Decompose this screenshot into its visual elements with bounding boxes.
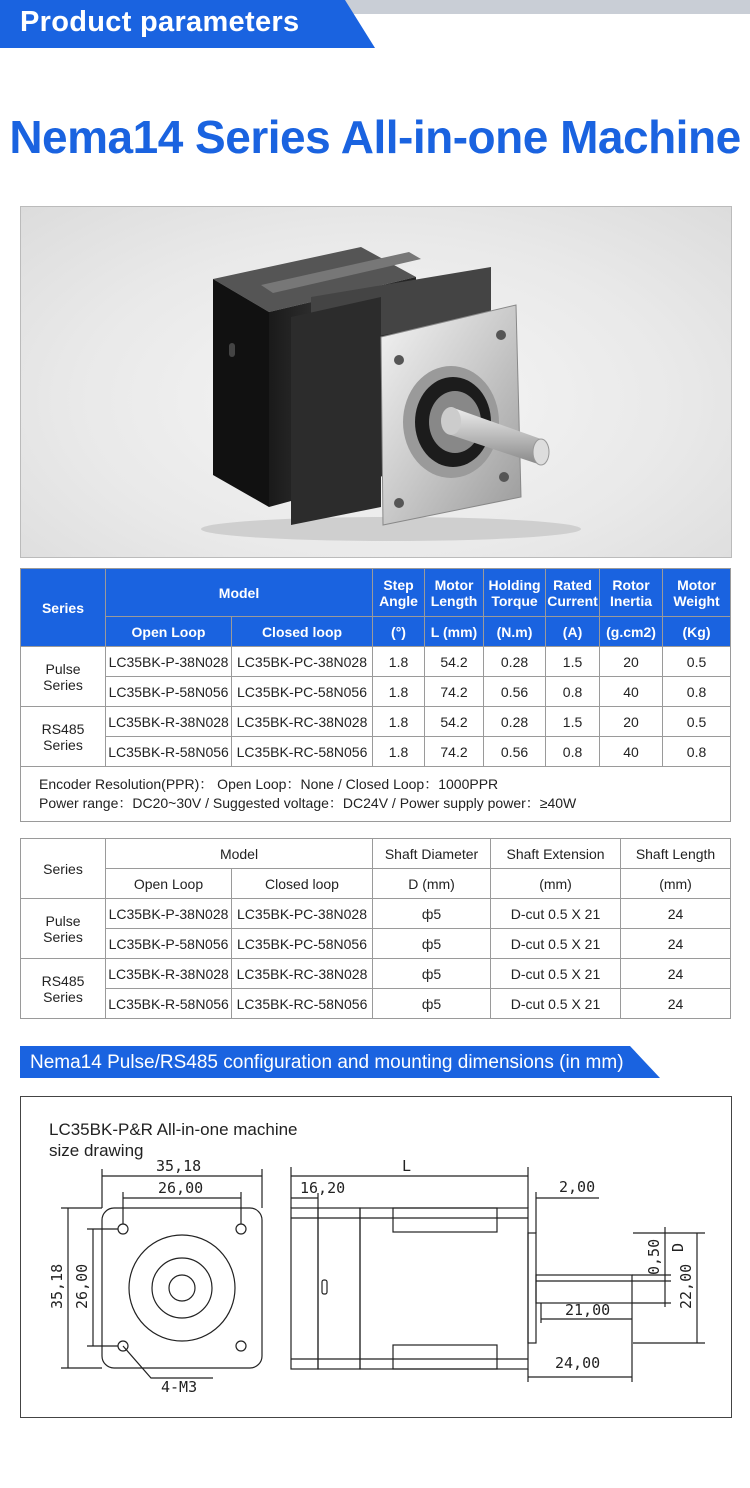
cell-rated-current: 1.5 <box>546 707 600 737</box>
cell-closed-loop: LC35BK-RC-38N028 <box>232 707 373 737</box>
front-view-outline <box>102 1208 262 1368</box>
stepper-motor-illustration <box>21 207 731 557</box>
cell-closed-loop: LC35BK-RC-58N056 <box>232 737 373 767</box>
front-view-bearing <box>152 1258 212 1318</box>
side-view-shaft <box>536 1275 632 1303</box>
dim-outer-width: 35,18 <box>156 1157 202 1175</box>
header-rotor-inertia: Rotor Inertia <box>600 569 663 617</box>
dim-diameter-label: D <box>669 1242 687 1252</box>
drawing-title: LC35BK-P&R All-in-one machine size drawing <box>49 1120 298 1160</box>
cell-motor-weight: 0.8 <box>663 737 731 767</box>
cell-step-angle: 1.8 <box>373 737 425 767</box>
header-model: Model <box>106 569 373 617</box>
table-row <box>21 989 731 1019</box>
cell-shaft-length: 24 <box>621 899 731 929</box>
cell-shaft-length: 24 <box>621 959 731 989</box>
mount-hole-icon <box>236 1224 246 1234</box>
shaft-header-series: Series <box>21 839 106 899</box>
table-row <box>21 677 731 707</box>
unit-motor-length: L (mm) <box>425 617 484 647</box>
unit-holding-torque: (N.m) <box>484 617 546 647</box>
banner-title: Product parameters <box>20 6 300 38</box>
cell-holding-torque: 0.56 <box>484 677 546 707</box>
series-rs485: RS485 Series <box>21 707 106 767</box>
mount-hole-icon <box>118 1224 128 1234</box>
cell-step-angle: 1.8 <box>373 707 425 737</box>
header-shaft-length: Shaft Length <box>621 839 731 869</box>
cell-motor-length: 54.2 <box>425 707 484 737</box>
cell-rotor-inertia: 20 <box>600 647 663 677</box>
table-row <box>21 647 731 677</box>
header-series: Series <box>21 569 106 647</box>
table-row <box>21 929 731 959</box>
front-view-shaft <box>169 1275 195 1301</box>
series-pulse: Pulse Series <box>21 647 106 707</box>
cell-shaft-extension: D-cut 0.5 X 21 <box>491 989 621 1019</box>
cell-motor-weight: 0.5 <box>663 647 731 677</box>
technical-drawing-svg <box>21 1097 731 1417</box>
cell-closed-loop: LC35BK-PC-58N056 <box>232 677 373 707</box>
cell-open-loop: LC35BK-P-58N056 <box>106 677 232 707</box>
cell-shaft-diameter: ф5 <box>373 899 491 929</box>
cell-holding-torque: 0.28 <box>484 707 546 737</box>
cell-rated-current: 1.5 <box>546 647 600 677</box>
dim-flange: 16,20 <box>300 1179 346 1197</box>
shaft-table <box>20 838 731 1019</box>
dim-holes: 4-M3 <box>161 1378 198 1396</box>
cell-open-loop: LC35BK-P-38N028 <box>106 647 232 677</box>
unit-shaft-extension: (mm) <box>491 869 621 899</box>
table-notes <box>21 767 731 822</box>
cell-shaft-length: 24 <box>621 989 731 1019</box>
dim-outer-height: 35,18 <box>48 1263 66 1309</box>
mount-hole-icon <box>236 1341 246 1351</box>
cell-motor-weight: 0.8 <box>663 677 731 707</box>
cell-open-loop: LC35BK-R-58N056 <box>106 989 232 1019</box>
cell-closed-loop: LC35BK-PC-38N028 <box>232 647 373 677</box>
cell-step-angle: 1.8 <box>373 677 425 707</box>
cell-step-angle: 1.8 <box>373 647 425 677</box>
cell-motor-length: 74.2 <box>425 737 484 767</box>
subheader-open-loop: Open Loop <box>106 617 232 647</box>
shaft-header-model: Model <box>106 839 373 869</box>
dim-shaft-length: 24,00 <box>555 1354 601 1372</box>
header-motor-weight: Motor Weight <box>663 569 731 617</box>
dim-inner-width: 26,00 <box>158 1179 204 1197</box>
power-note: Power range：DC20~30V / Suggested voltage：DC24V / Power supply power：≥40W <box>39 795 577 811</box>
dimensions-section-banner <box>20 1046 660 1078</box>
cell-shaft-extension: D-cut 0.5 X 21 <box>491 959 621 989</box>
cell-rated-current: 0.8 <box>546 737 600 767</box>
cell-shaft-diameter: ф5 <box>373 959 491 989</box>
shaft-subheader-open-loop: Open Loop <box>106 869 232 899</box>
cell-rotor-inertia: 20 <box>600 707 663 737</box>
cell-motor-length: 74.2 <box>425 677 484 707</box>
cell-shaft-extension: D-cut 0.5 X 21 <box>491 899 621 929</box>
cell-closed-loop: LC35BK-PC-58N056 <box>232 929 373 959</box>
cell-holding-torque: 0.56 <box>484 737 546 767</box>
shaft-series-pulse: Pulse Series <box>21 899 106 959</box>
table-row <box>21 899 731 929</box>
table-row <box>21 959 731 989</box>
section-title: Nema14 Pulse/RS485 configuration and mounting dimensions (in mm) <box>30 1052 624 1073</box>
dim-dcut: 0,50 <box>645 1238 663 1275</box>
header-shaft-diameter: Shaft Diameter <box>373 839 491 869</box>
cell-holding-torque: 0.28 <box>484 647 546 677</box>
cell-rotor-inertia: 40 <box>600 677 663 707</box>
header-rated-current: Rated Current <box>546 569 600 617</box>
header-shaft-extension: Shaft Extension <box>491 839 621 869</box>
table-row <box>21 737 731 767</box>
product-photo <box>20 206 732 558</box>
header-motor-length: Motor Length <box>425 569 484 617</box>
cell-open-loop: LC35BK-R-38N028 <box>106 959 232 989</box>
cell-open-loop: LC35BK-R-38N028 <box>106 707 232 737</box>
cell-closed-loop: LC35BK-PC-38N028 <box>232 899 373 929</box>
shaft-series-rs485: RS485 Series <box>21 959 106 1019</box>
header-banner <box>0 0 750 48</box>
cell-rotor-inertia: 40 <box>600 737 663 767</box>
unit-rated-current: (A) <box>546 617 600 647</box>
subheader-closed-loop: Closed loop <box>232 617 373 647</box>
encoder-note: Encoder Resolution(PPR)： Open Loop：None / Closed Loop：1000PPR <box>39 776 499 792</box>
header-holding-torque: Holding Torque <box>484 569 546 617</box>
table-row <box>21 707 731 737</box>
front-view-boss <box>129 1235 235 1341</box>
dim-boss-diameter: 22,00 <box>677 1263 695 1309</box>
cell-rated-current: 0.8 <box>546 677 600 707</box>
header-step-angle: Step Angle <box>373 569 425 617</box>
unit-shaft-diameter: D (mm) <box>373 869 491 899</box>
unit-step-angle: (°) <box>373 617 425 647</box>
dim-inner-height: 26,00 <box>73 1263 91 1309</box>
cell-shaft-diameter: ф5 <box>373 989 491 1019</box>
side-view-boss <box>528 1233 536 1343</box>
dim-boss: 2,00 <box>559 1178 596 1196</box>
unit-shaft-length: (mm) <box>621 869 731 899</box>
cell-open-loop: LC35BK-R-58N056 <box>106 737 232 767</box>
dim-extension: 21,00 <box>565 1301 611 1319</box>
dim-length: L <box>402 1157 412 1175</box>
cell-open-loop: LC35BK-P-38N028 <box>106 899 232 929</box>
dimension-drawing <box>20 1096 732 1418</box>
cell-closed-loop: LC35BK-RC-38N028 <box>232 959 373 989</box>
cell-closed-loop: LC35BK-RC-58N056 <box>232 989 373 1019</box>
cell-shaft-diameter: ф5 <box>373 929 491 959</box>
unit-rotor-inertia: (g.cm2) <box>600 617 663 647</box>
parameters-table <box>20 568 731 822</box>
cell-open-loop: LC35BK-P-58N056 <box>106 929 232 959</box>
page-title: Nema14 Series All-in-one Machine <box>9 111 741 163</box>
cell-motor-weight: 0.5 <box>663 707 731 737</box>
shaft-subheader-closed-loop: Closed loop <box>232 869 373 899</box>
unit-motor-weight: (Kg) <box>663 617 731 647</box>
cell-motor-length: 54.2 <box>425 647 484 677</box>
cell-shaft-extension: D-cut 0.5 X 21 <box>491 929 621 959</box>
cell-shaft-length: 24 <box>621 929 731 959</box>
side-view-rear <box>291 1208 318 1369</box>
